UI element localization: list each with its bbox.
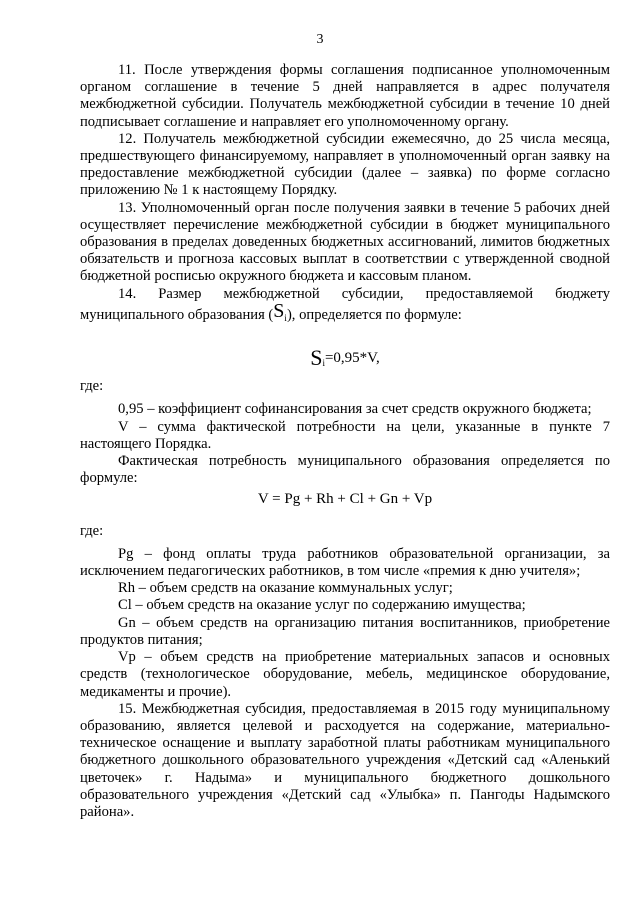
subsidy-formula: $S_i=0,95*V$, [310,345,380,371]
document-body [80,62,610,821]
definition-vp: Vp – объем средств на приобретение материальных запасов и основных средств (технологическое оборудование, мебель, медицинское оборудование, медикаменты и прочие). [80,649,610,700]
definition-coefficient: 0,95 – коэффициент софинансирования за счет средств окружного бюджета; [118,401,592,418]
paragraph-15: 15. Межбюджетная субсидия, предоставляемая в 2015 году муниципальному образованию, является целевой и расходуется на содержание, материально-техническое оснащение и выплату заработной платы работникам муниципального бюджетного дошкольного образовательного учреждения «Детский сад «Аленький цветочек» г. Надыма» и муниципального бюджетного дошкольного образовательного учреждения «Детский сад «Улыбка» п. Пангоды Надымского района». [80,700,610,820]
where-label-1: где: [80,378,104,395]
paragraph-12: 12. Получатель межбюджетной субсидии ежемесячно, до 25 числа месяца, предшествующего финансируемому, направляет в уполномоченный орган заявку на предоставление межбюджетной субсидии (далее – заявка) по форме согласно приложению № 1 к настоящему Порядку. [80,130,610,199]
paragraph-13: 13. Уполномоченный орган после получения заявки в течение 5 рабочих дней осуществляет перечисление межбюджетной субсидии в бюджет муниципального образования в пределах доведенных бюджетных ассигнований, лимитов бюджетных обязательств и прогноза кассовых выплат в соответствии с утвержденной сводной бюджетной росписью окружного бюджета и кассовым планом. [80,199,610,285]
need-formula-intro: Фактическая потребность муниципального образования определяется по формуле: [80,453,610,487]
definition-rh: Rh – объем средств на оказание коммунальных услуг; [118,580,453,597]
paragraph-14-text-a: 14. Размер межбюджетной субсидии, предоставляемой бюджету муниципального образования ( [80,285,610,323]
subsidy-symbol: $S_i$ [273,299,287,323]
paragraph-14-text-b: ), определяется по формуле: [286,306,462,323]
paragraph-11: 11. После утверждения формы соглашения подписанное уполномоченным органом соглашение в течение 5 дней направляется в адрес получателя межбюджетной субсидии. Получатель межбюджетной субсидии в течение 10 дней подписывает соглашение и направляет его уполномоченному органу. [80,62,610,130]
definition-v: V – сумма фактической потребности на цели, указанные в пункте 7 настоящего Порядка. [80,418,610,452]
where-label-2: где: [80,522,104,539]
definition-gn: Gn – объем средств на организацию питания воспитанников, приобретение продуктов питания; [80,614,610,648]
need-formula: V = Pg + Rh + Cl + Gn + Vp [257,491,433,508]
paragraph-14 [80,286,610,327]
definition-pg: Pg – фонд оплаты труда работников образовательной организации, за исключением педагогических работников, в том числе «премия к дню учителя»; [80,545,610,580]
definition-cl: Cl – объем средств на оказание услуг по содержанию имущества; [118,597,526,614]
page-number: 3 [316,32,324,47]
